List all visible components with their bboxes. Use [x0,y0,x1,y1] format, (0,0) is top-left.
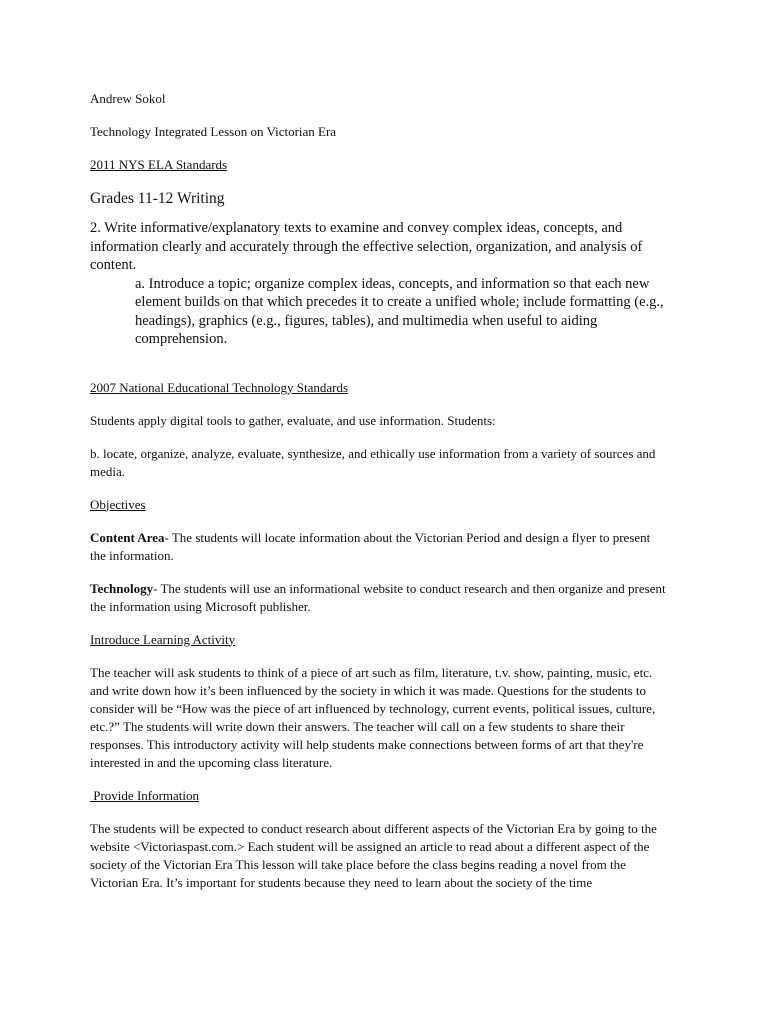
standard-2-text: 2. Write informative/explanatory texts to examine and convey complex ideas, concepts, and information clearly and accurately through the effective selection, organization, and analysis of content. [90,220,643,273]
introduce-text: The teacher will ask students to think of a piece of art such as film, literature, t.v. show, painting, music, etc. and write down how it’s been influenced by the society in which it was made. Questions for the students to consider will be “How was the piece of art influenced by technology, current events, political issues, culture, etc.?” The students will write down their answers. The teacher will call on a few students to share their responses. This introductory activity will help students make connections between forms of art that they're interested in and the upcoming class literature. [90,664,656,770]
introduce-heading: Introduce Learning Activity [90,631,236,647]
technology-objective [90,580,668,616]
objectives-heading: Objectives [90,496,146,512]
author-name: Andrew Sokol [90,91,166,106]
lesson-title: Technology Integrated Lesson on Victorian Era [90,124,337,139]
content-area-objective [90,529,668,565]
provide-text: The students will be expected to conduct research about different aspects of the Victorian Era by going to the website <Victoriaspast.com.> Each student will be assigned an article to read about a different aspect of the society of the Victorian Era This lesson will take place before the class begins reading a novel from the Victorian Era. It’s important for students because they need to learn about the society of the time [90,820,657,890]
content-area-label: Content Area [90,529,165,545]
standards-2011-heading: 2011 NYS ELA Standards [90,157,228,172]
nets-heading: 2007 National Educational Technology Standards [90,379,349,395]
content-area-text: - The students will locate information about the Victorian Period and design a flyer to present the information. [90,529,651,563]
standard-2a-text: a. Introduce a topic; organize complex ideas, concepts, and information so that each new element builds on that which precedes it to create a unified whole; include formatting (e.g., headings), graphics (e.g., figures, tables), and multimedia when useful to aiding comprehension. [135,275,664,347]
grades-heading: Grades 11-12 Writing [90,190,225,207]
technology-label: Technology [90,580,154,596]
nets-intro: Students apply digital tools to gather, evaluate, and use information. Students: [90,412,496,428]
provide-heading: Provide Information [90,787,200,803]
technology-text: - The students will use an informational website to conduct research and then organize and present the information using Microsoft publisher. [90,580,666,614]
nets-item-b: b. locate, organize, analyze, evaluate, synthesize, and ethically use information from a variety of sources and media. [90,445,656,479]
